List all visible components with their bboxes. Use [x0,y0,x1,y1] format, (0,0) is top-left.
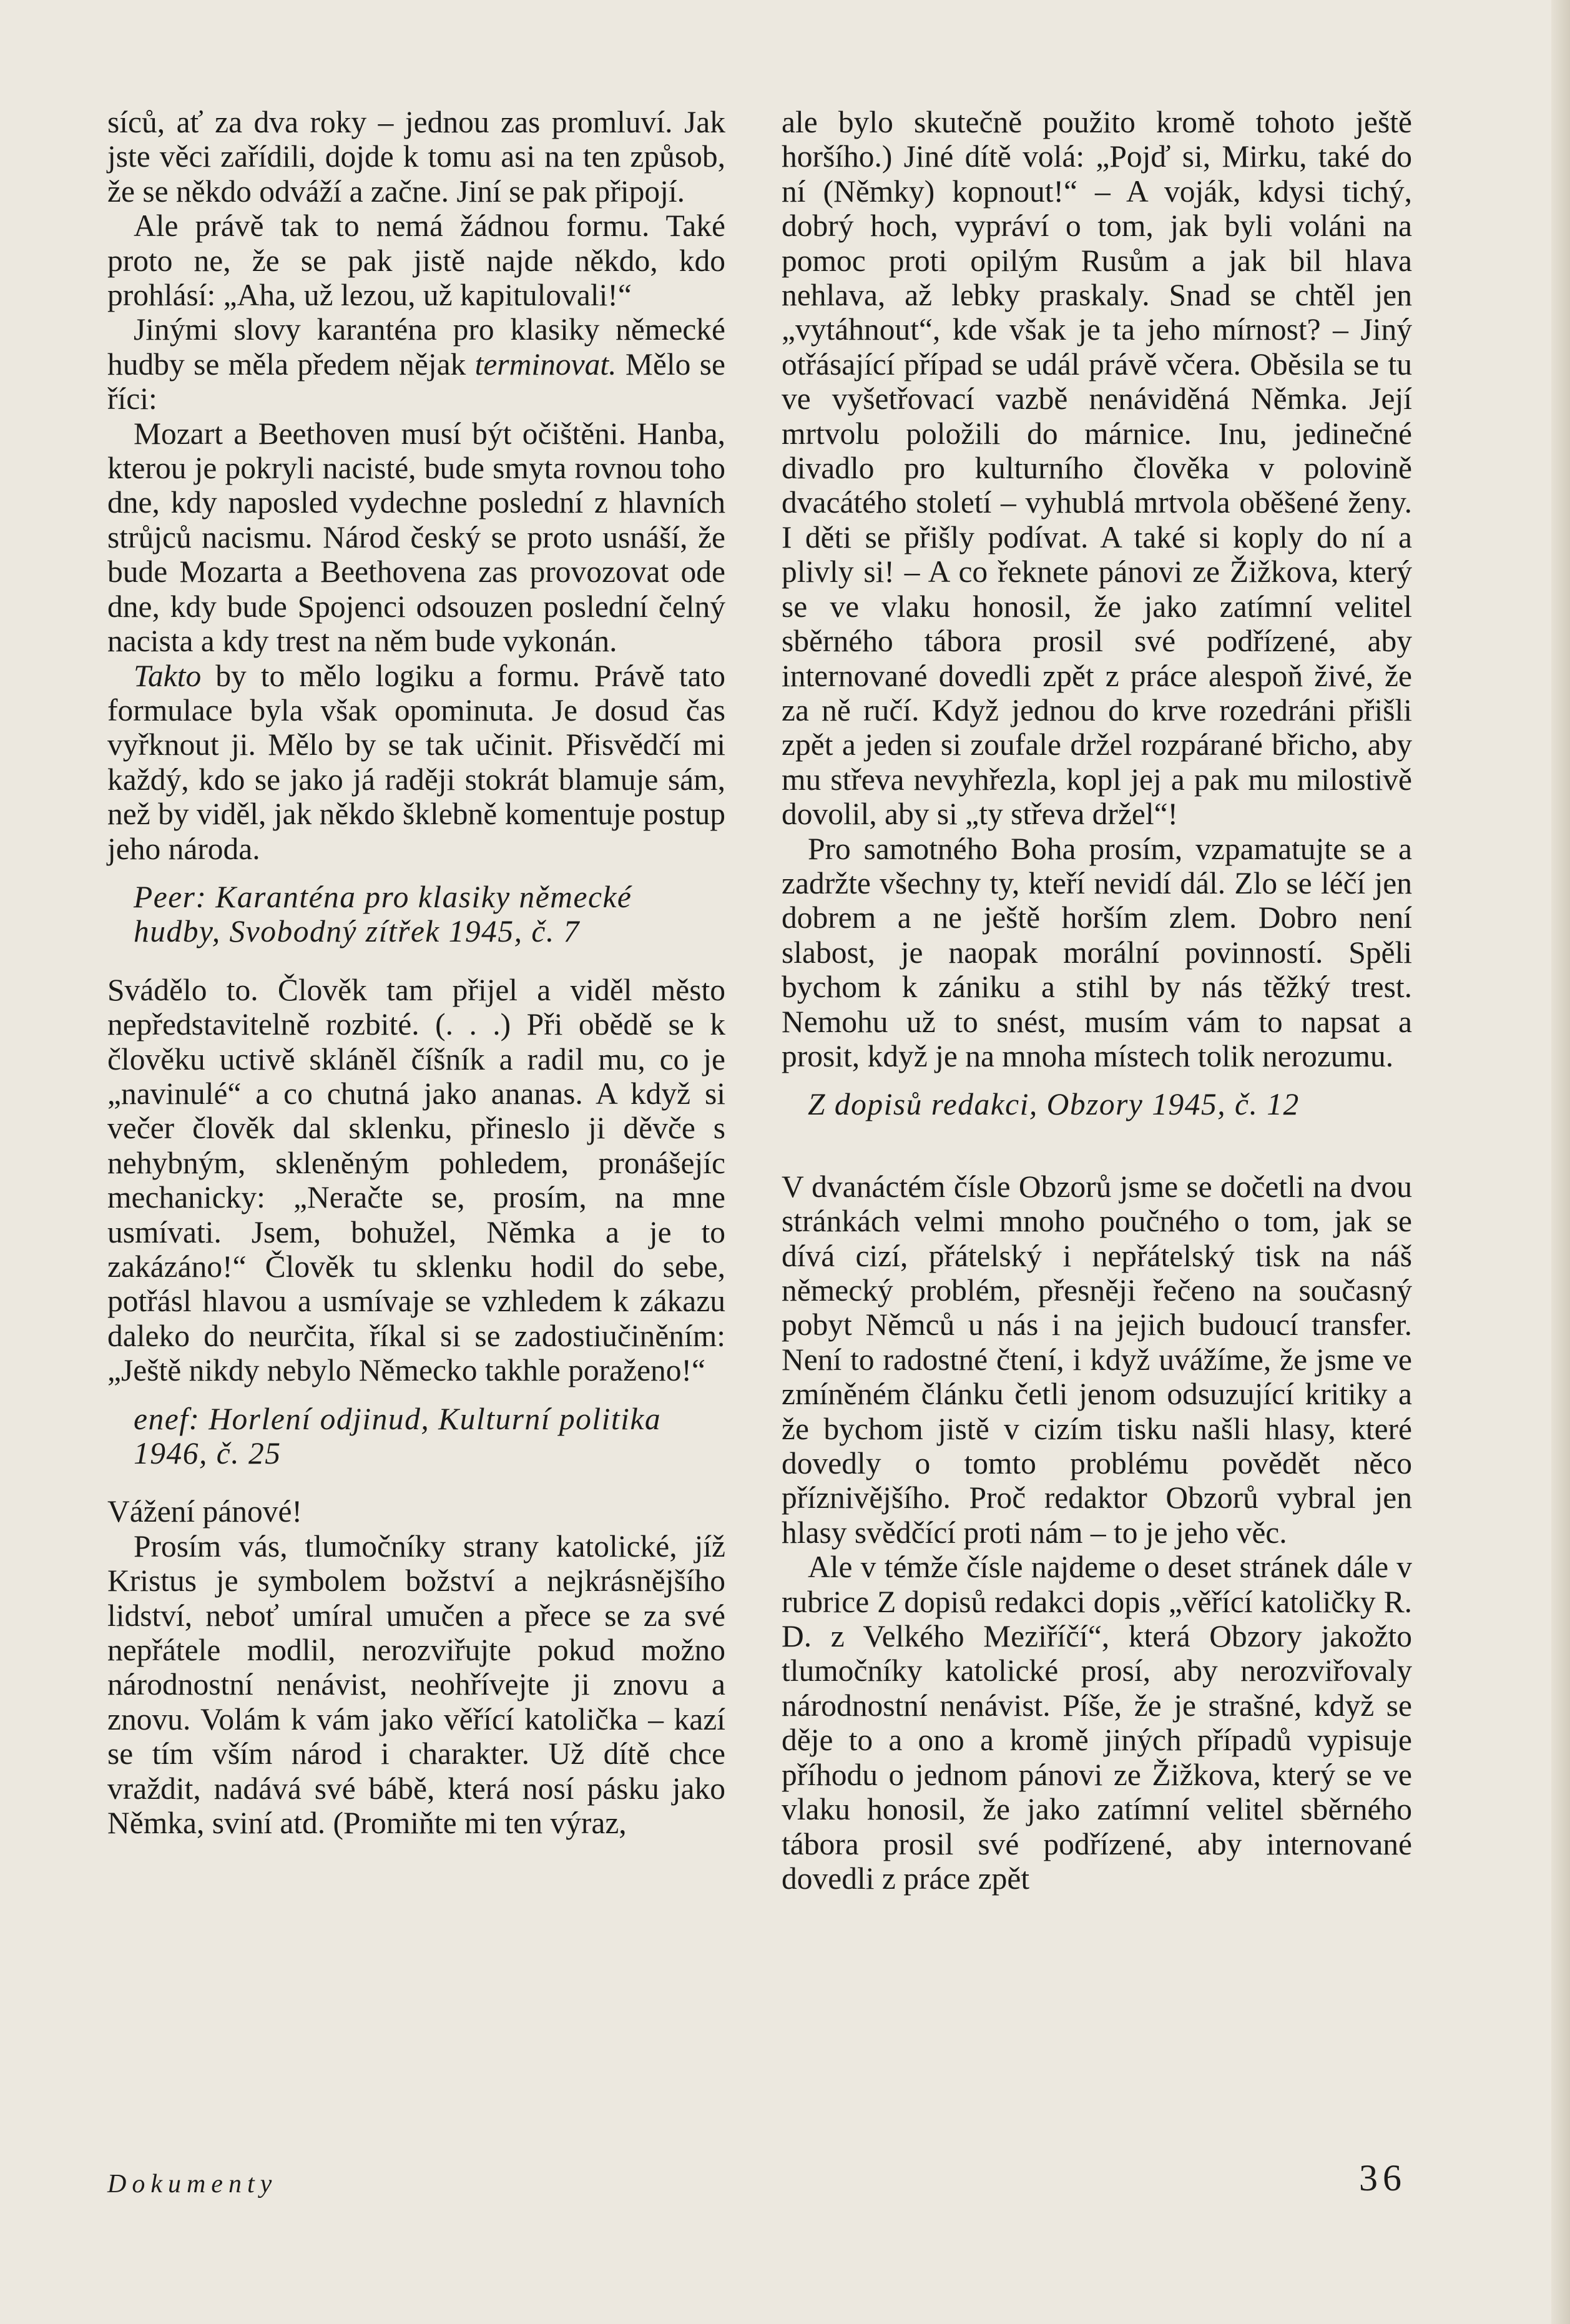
paragraph-text: Mělo se říci: [107,347,725,416]
salutation: Vážení pánové! [107,1494,302,1529]
paragraph-text: Jinými slovy karanténa pro klasiky německé hudby se měla předem nějak [107,312,725,382]
paragraph [107,312,725,416]
paragraph: Svádělo to. Člověk tam přijel a viděl město nepředstavitelně rozbité. (. . .) Při obědě se k člověku uctivě skláněl číšník a radil mu, co je „navinulé“ a co chutná jako ananas. A když si večer člověk dal sklenku, přineslo ji děvče s nehybným, skleněným pohledem, pronášejíc mechanicky: „Neračte se, prosím, na mne usmívati. Jsem, bohužel, Němka a je to zakázáno!“ Člověk tu sklenku hodil do sebe, potřásl hlavou a usmívaje se vzhledem k zákazu daleko do neurčita, říkal si se zadostiučiněním: „Ještě nikdy nebylo Německo takhle poraženo!“ [107,972,725,1388]
left-column [107,105,725,1841]
paragraph: V dvanáctém čísle Obzorů jsme se dočetli na dvou stránkách velmi mnoho poučného o tom, jak se dívá cizí, přátelský i nepřátelský tisk na náš německý problém, přesněji řečeno na současný pobyt Němců u nás i na jejich budoucí transfer. Není to radostné čtení, i když uvážíme, že jsme ve zmíněném článku četli jenom odsuzující kritiky a že bychom jistě v cizím tisku našli hlasy, které dovedly o tomto problému povědět něco příznivějšího. Proč redaktor Obzorů vybral jen hlasy svědčící proti nám – to je jeho věc. [782,1169,1412,1550]
paragraph [107,659,725,866]
right-column [782,105,1412,1896]
paragraph-text: by to mělo logiku a formu. Právě tato formulace byla však opominuta. Je dosud čas vyřknout ji. Mělo by se tak učinit. Přisvědčí mi každý, kdo se jako já raději stokrát blamuje sám, než by viděl, jak někdo šklebně komentuje postup jeho národa. [107,658,725,866]
paragraph: ale bylo skutečně použito kromě tohoto ještě horšího.) Jiné dítě volá: „Pojď si, Mirku, také do ní (Němky) kopnout!“ – A voják, kdysi tichý, dobrý hoch, vypráví o tom, jak byli voláni na pomoc proti opilým Rusům a jak bil hlava nehlava, až lebky praskaly. Snad se chtěl jen „vytáhnout“, kde však je ta jeho mírnost? – Jiný otřásající případ se udál právě včera. Oběsila se tu ve vyšetřovací vazbě nenáviděná Němka. Její mrtvolu položili do márnice. Inu, jedinečné divadlo pro kulturního člověka v polovině dvacátého století – vyhublá mrtvola oběšené ženy. I děti se přišly podívat. A také si koply do ní a plivly si! – A co řeknete pánovi ze Žižkova, který se ve vlaku honosil, že jako zatímní velitel sběrného tábora prosil své podřízené, aby internované dovedli zpět z práce alespoň živé, že za ně ručí. Když jednou do krve rozedráni přišli zpět a jeden si zoufale držel rozpárané břicho, aby mu střeva nevyhřezla, kopl jej a pak mu milostivě dovolil, aby si „ty střeva držel“! [782,105,1412,832]
paragraph: Ale v témže čísle najdeme o deset stránek dále v rubrice Z dopisů redakci dopis „věřící katoličky R. D. z Velkého Meziříčí“, která Obzory jakožto tlumočníky katolické prosí, aby nerozviřovaly národnostní nenávist. Píše, že je strašné, když se děje to a ono a kromě jiných případů vypisuje příhodu o jednom pánovi ze Žižkova, který se ve vlaku honosil, že jako zatímní velitel sběrného tábora prosil své podřízené, aby internované dovedli z práce zpět [782,1550,1412,1896]
page-number: 36 [1359,2157,1406,2198]
section-title: Dokumenty [107,2170,278,2198]
emphasis: terminovat. [474,347,617,382]
page-edge [1551,0,1570,2324]
paragraph: Mozart a Beethoven musí být očištěni. Hanba, kterou je pokryli nacisté, bude smyta rovnou toho dne, kdy naposled vydechne poslední z hlavních strůjců nacismu. Národ český se proto usnáší, že bude Mozarta a Beethovena zas provozovat ode dne, kdy bude Spojenci odsouzen poslední čelný nacista a kdy trest na něm bude vykonán. [107,416,725,659]
paragraph: Ale právě tak to nemá žádnou formu. Také proto ne, že se pak jistě najde někdo, kdo prohlásí: „Aha, už lezou, už kapitulovali!“ [107,209,725,313]
paragraph: Pro samotného Boha prosím, vzpamatujte se a zadržte všechny ty, kteří nevidí dál. Zlo se léčí jen dobrem a ne ještě horším zlem. Dobro není slabost, je naopak morální povinností. Spěli bychom k zániku a stihl by nás těžký trest. Nemohu už to snést, musím vám to napsat a prosit, když je na mnoha místech tolik nerozumu. [782,831,1412,1073]
paragraph: Prosím vás, tlumočníky strany katolické, jíž Kristus je symbolem božství a nejkrásnějšího lidství, neboť umíral umučen a přece se za své nepřátele modlil, nerozviřujte pokud možno národnostní nenávist, neohřívejte ji znovu a znovu. Volám k vám jako věřící katolička – kazí se tím vším národ i charakter. Už dítě chce vraždit, nadává své bábě, která nosí pásku jako Němka, sviní atd. (Promiňte mi ten výraz, [107,1529,725,1841]
source-citation: Z dopisů redakci, Obzory 1945, č. 12 [808,1087,1300,1122]
paragraph: síců, ať za dva roky – jednou zas promluví. Jak jste věci zařídili, dojde k tomu asi na ten způsob, že se někdo odváží a začne. Jiní se pak připojí. [107,105,725,209]
source-citation: Peer: Karanténa pro klasiky německé hudby, Svobodný zítřek 1945, č. 7 [134,879,632,949]
emphasis: Takto [134,658,202,693]
source-citation: enef: Horlení odjinud, Kulturní politika 1946, č. 25 [134,1401,662,1471]
